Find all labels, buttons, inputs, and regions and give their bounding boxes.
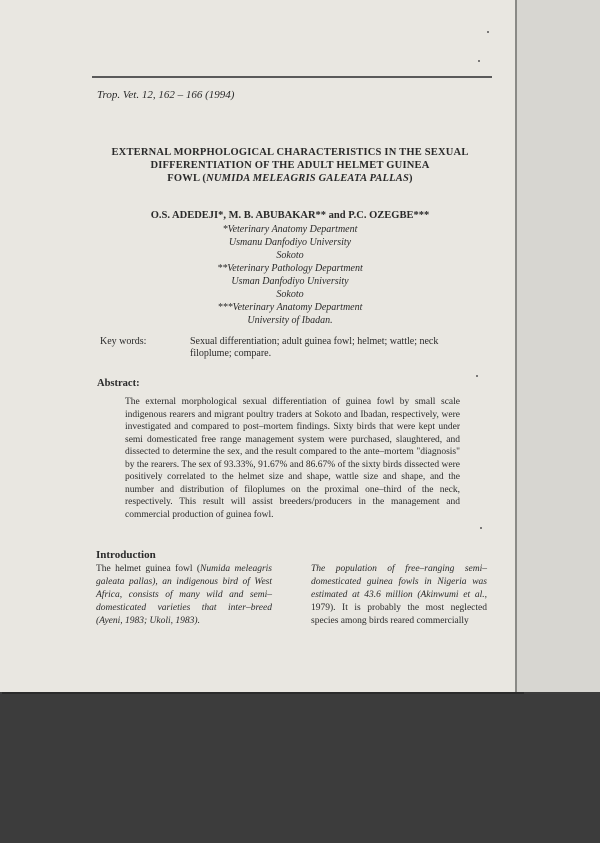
title-scientific-name: NUMIDA MELEAGRIS GALEATA PALLAS xyxy=(206,173,410,184)
affiliation-line: University of Ibadan. xyxy=(247,315,333,326)
scan-speck xyxy=(478,60,480,62)
title-line-3-prefix: FOWL ( xyxy=(167,173,207,184)
keywords-text: Sexual differentiation; adult guinea fowl; helmet; wattle; neck filoplume; compare. xyxy=(190,336,439,359)
affiliation-line: *Veterinary Anatomy Department xyxy=(222,224,358,235)
paper-title xyxy=(100,146,480,185)
introduction-right-column xyxy=(311,563,487,628)
abstract-heading: Abstract: xyxy=(97,378,140,389)
intro-left-text: The helmet guinea fowl ( xyxy=(96,564,201,574)
scan-margin xyxy=(517,0,600,692)
journal-citation: Trop. Vet. 12, 162 – 166 (1994) xyxy=(97,89,235,101)
intro-right-text: 1979). It is probably the most neglected species among birds reared commercially xyxy=(311,603,487,626)
intro-left-italic: Numida meleagris galeata pallas), an indigenous bird of West Africa, consists of many wild and semi–domesticated varieties that inter–breed (Ayeni, 1983; Ukoli, 1983). xyxy=(96,564,272,626)
affiliations xyxy=(155,223,425,327)
affiliation-line: Sokoto xyxy=(276,250,304,261)
scan-speck xyxy=(487,31,489,33)
scan-speck xyxy=(476,375,478,377)
title-line-2: DIFFERENTIATION OF THE ADULT HELMET GUINEA xyxy=(150,160,430,171)
title-line-1: EXTERNAL MORPHOLOGICAL CHARACTERISTICS IN THE SEXUAL xyxy=(111,147,469,158)
scan-speck xyxy=(480,527,482,529)
header-rule xyxy=(92,76,492,78)
title-line-3 xyxy=(100,172,480,185)
affiliation-line: ***Veterinary Anatomy Department xyxy=(217,302,363,313)
authors: O.S. ADEDEJI*, M. B. ABUBAKAR** and P.C. OZEGBE*** xyxy=(150,210,430,221)
intro-right-italic: The population of free–ranging semi–domesticated guinea fowls in Nigeria was estimated at 43.6 million (Akinwumi et al., xyxy=(311,564,487,600)
abstract-text: The external morphological sexual differentiation of guinea fowl by small scale indigenous rearers and migrant poultry traders at Sokoto and Ibadan, respectively, were investigated and compared to post–mortem findings. Sixty birds that were kept under semi domesticated free range management system were purchased, slaughtered, and dissected to determine the sex, and the result compared to the ante–mortem "diagnosis" by the rearers. The sex of 93.33%, 91.67% and 86.67% of the sixty birds dissected were positively correlated to the helmet size and shape, wattle size and shape, and the number and distribution of filoplumes on the proximal one–third of the neck, respectively. This result will assist breeders/producers in the management and commercial production of guinea fowl. xyxy=(125,397,460,520)
title-line-3-suffix: ) xyxy=(409,173,413,184)
affiliation-line: Usmanu Danfodiyo University xyxy=(228,237,352,248)
keywords-label: Key words: xyxy=(100,336,147,347)
introduction-heading: Introduction xyxy=(96,549,156,561)
affiliation-line: **Veterinary Pathology Department xyxy=(217,263,363,274)
affiliation-line: Usman Danfodiyo University xyxy=(231,276,349,287)
introduction-left-column xyxy=(96,563,272,628)
affiliation-line: Sokoto xyxy=(276,289,304,300)
